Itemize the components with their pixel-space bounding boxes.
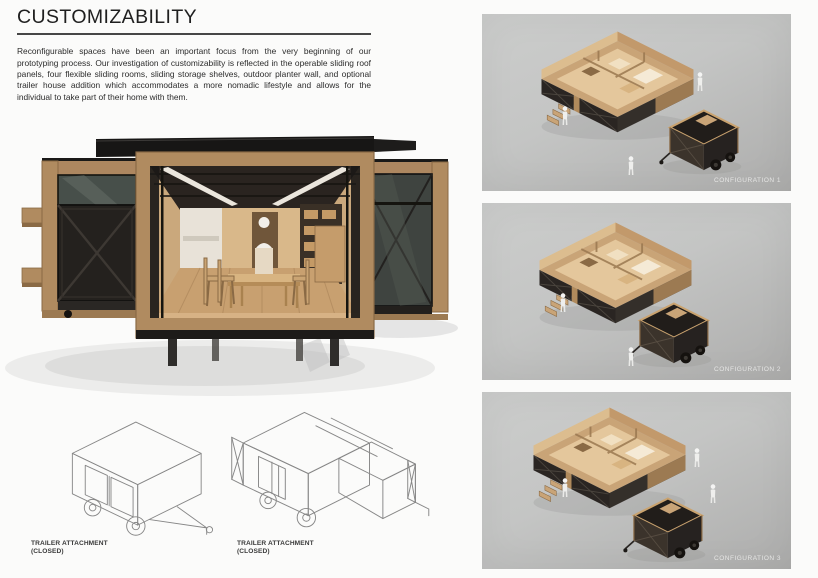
caption-line: TRAILER ATTACHMENT xyxy=(31,540,108,547)
caption-line: TRAILER ATTACHMENT xyxy=(237,540,314,547)
trailer-closed-diagram xyxy=(45,400,223,538)
left-sliding-room xyxy=(22,158,136,318)
house-elevation-render xyxy=(0,108,470,402)
configuration-3-render xyxy=(482,392,791,569)
caption-line: (CLOSED) xyxy=(237,548,270,556)
configuration-2-render xyxy=(482,203,791,380)
intro-paragraph: Reconfigurable spaces have been an important focus from the very beginning of our prototyping process. Our investigation of customizability is reflected in the operable sliding roof panels, four flexible sliding rooms, sliding storage shelves, outdoor planter wall, and optional trailer house addition which accommodates a more nomadic lifestyle and allows for the individual to take part of their home with them. xyxy=(17,46,371,102)
configuration-2-panel xyxy=(482,203,791,380)
page-title: CUSTOMIZABILITY xyxy=(17,6,198,28)
trailer-closed-drawing xyxy=(45,400,223,538)
configuration-1-render xyxy=(482,14,791,191)
configuration-1-panel xyxy=(482,14,791,191)
configuration-2-label: CONFIGURATION 2 xyxy=(714,366,781,373)
title-underline xyxy=(17,33,371,35)
configuration-3-label: CONFIGURATION 3 xyxy=(714,555,781,562)
caption-line: (CLOSED) xyxy=(31,548,64,556)
trailer-extended-drawing xyxy=(226,390,446,540)
configuration-3-panel xyxy=(482,392,791,569)
trailer-closed-caption xyxy=(31,540,108,557)
trailer-extended-diagram xyxy=(226,390,446,540)
center-cabin xyxy=(136,152,374,366)
hero-render xyxy=(0,108,470,402)
configuration-1-label: CONFIGURATION 1 xyxy=(714,177,781,184)
trailer-extended-caption xyxy=(237,540,314,557)
